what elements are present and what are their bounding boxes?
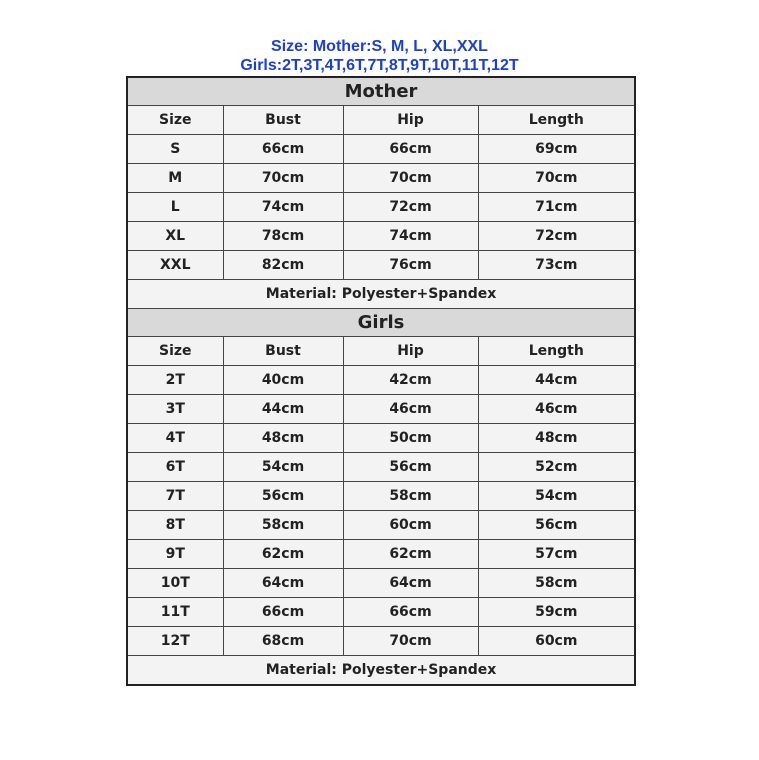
size-chart-body (127, 77, 635, 685)
size-header-mother: Size: Mother:S, M, L, XL,XXL (271, 38, 488, 55)
girls-column-header: Bust (223, 337, 343, 366)
mother-column-header: Length (478, 106, 635, 135)
table-cell: 7T (127, 482, 223, 511)
table-cell: 70cm (343, 627, 478, 656)
girls-column-header: Hip (343, 337, 478, 366)
table-cell: 52cm (478, 453, 635, 482)
table-row (127, 135, 635, 164)
table-cell: 40cm (223, 366, 343, 395)
size-header-girls: Girls:2T,3T,4T,6T,7T,8T,9T,10T,11T,12T (240, 57, 519, 74)
table-cell: 44cm (223, 395, 343, 424)
table-row (127, 424, 635, 453)
mother-column-header: Bust (223, 106, 343, 135)
mother-material-note: Material: Polyester+Spandex (127, 280, 635, 309)
table-cell: 62cm (223, 540, 343, 569)
mother-material-row (127, 280, 635, 309)
table-cell: S (127, 135, 223, 164)
girls-column-header: Length (478, 337, 635, 366)
table-cell: 82cm (223, 251, 343, 280)
table-cell: XXL (127, 251, 223, 280)
table-cell: 74cm (343, 222, 478, 251)
table-cell: 70cm (343, 164, 478, 193)
mother-column-header: Hip (343, 106, 478, 135)
table-cell: 58cm (343, 482, 478, 511)
table-cell: 48cm (478, 424, 635, 453)
table-cell: 64cm (223, 569, 343, 598)
size-chart-table (126, 76, 636, 686)
table-cell: 46cm (343, 395, 478, 424)
girls-section-row (127, 309, 635, 337)
table-cell: 74cm (223, 193, 343, 222)
girls-column-header: Size (127, 337, 223, 366)
table-row (127, 395, 635, 424)
table-cell: 72cm (478, 222, 635, 251)
table-cell: 76cm (343, 251, 478, 280)
table-row (127, 482, 635, 511)
table-cell: 66cm (223, 598, 343, 627)
table-row (127, 453, 635, 482)
table-cell: L (127, 193, 223, 222)
table-cell: 56cm (223, 482, 343, 511)
table-cell: 8T (127, 511, 223, 540)
table-row (127, 598, 635, 627)
table-row (127, 627, 635, 656)
table-cell: 62cm (343, 540, 478, 569)
table-cell: 66cm (223, 135, 343, 164)
table-cell: 78cm (223, 222, 343, 251)
table-cell: 11T (127, 598, 223, 627)
table-cell: 3T (127, 395, 223, 424)
table-cell: 54cm (478, 482, 635, 511)
girls-section-title: Girls (127, 309, 635, 337)
table-cell: 56cm (478, 511, 635, 540)
girls-header-row (127, 337, 635, 366)
table-row (127, 193, 635, 222)
table-cell: 10T (127, 569, 223, 598)
table-cell: 2T (127, 366, 223, 395)
table-row (127, 540, 635, 569)
table-cell: 59cm (478, 598, 635, 627)
size-header (0, 37, 759, 75)
table-cell: 6T (127, 453, 223, 482)
table-cell: 58cm (223, 511, 343, 540)
girls-material-row (127, 656, 635, 686)
table-cell: 50cm (343, 424, 478, 453)
table-row (127, 164, 635, 193)
table-cell: 69cm (478, 135, 635, 164)
table-cell: M (127, 164, 223, 193)
table-row (127, 569, 635, 598)
table-cell: 48cm (223, 424, 343, 453)
table-cell: 60cm (478, 627, 635, 656)
table-cell: 44cm (478, 366, 635, 395)
table-cell: 57cm (478, 540, 635, 569)
table-cell: 68cm (223, 627, 343, 656)
table-cell: 9T (127, 540, 223, 569)
table-cell: 58cm (478, 569, 635, 598)
table-cell: 71cm (478, 193, 635, 222)
table-cell: 73cm (478, 251, 635, 280)
table-cell: 66cm (343, 598, 478, 627)
table-cell: 64cm (343, 569, 478, 598)
table-row (127, 222, 635, 251)
table-cell: 72cm (343, 193, 478, 222)
mother-header-row (127, 106, 635, 135)
table-cell: 66cm (343, 135, 478, 164)
table-cell: 70cm (223, 164, 343, 193)
table-cell: 46cm (478, 395, 635, 424)
table-cell: 70cm (478, 164, 635, 193)
table-cell: 4T (127, 424, 223, 453)
table-cell: 60cm (343, 511, 478, 540)
table-cell: 54cm (223, 453, 343, 482)
table-row (127, 511, 635, 540)
girls-material-note: Material: Polyester+Spandex (127, 656, 635, 686)
table-row (127, 251, 635, 280)
table-cell: XL (127, 222, 223, 251)
table-row (127, 366, 635, 395)
table-cell: 56cm (343, 453, 478, 482)
mother-column-header: Size (127, 106, 223, 135)
table-cell: 12T (127, 627, 223, 656)
mother-section-row (127, 77, 635, 106)
mother-section-title: Mother (127, 77, 635, 106)
table-cell: 42cm (343, 366, 478, 395)
